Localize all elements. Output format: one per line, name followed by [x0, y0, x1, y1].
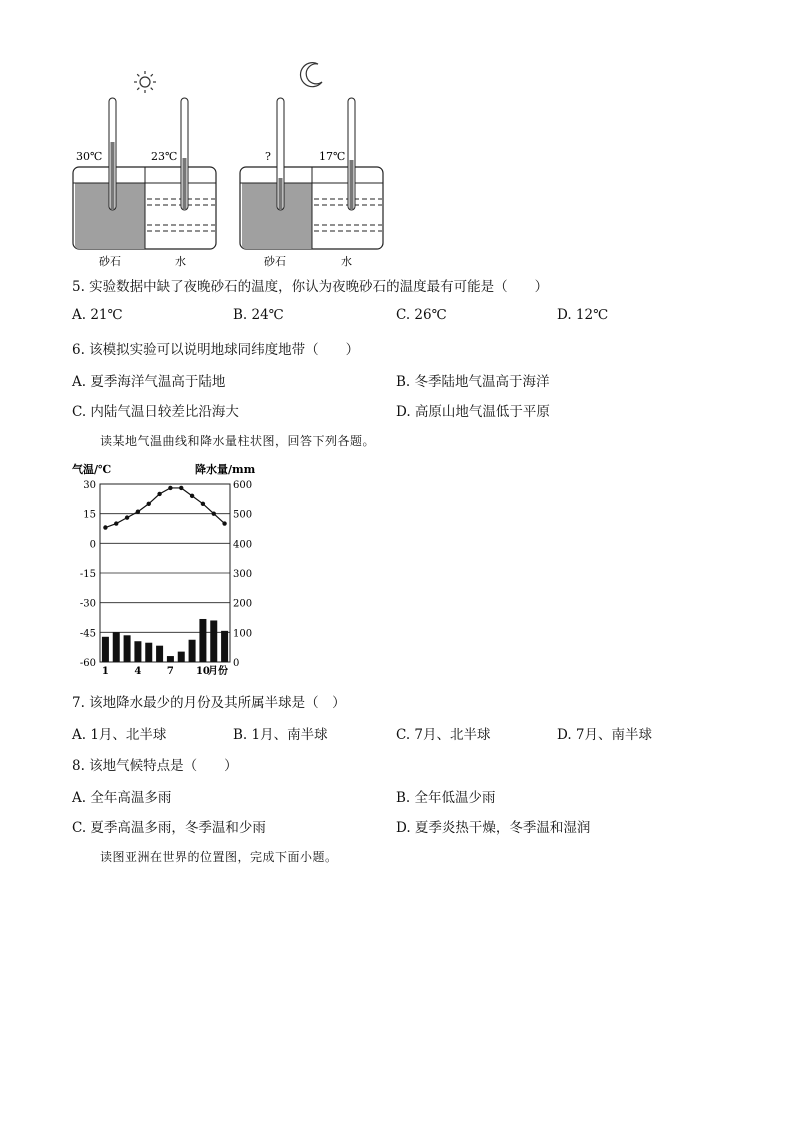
temp-tick-label: 15 [83, 509, 96, 521]
question-8: 8. 该地气候特点是（ ） [72, 758, 238, 774]
temp-point [222, 521, 226, 525]
temp-point [179, 486, 183, 490]
q8-option-a[interactable]: A. 全年高温多雨 [72, 790, 172, 806]
q6-option-a[interactable]: A. 夏季海洋气温高于陆地 [72, 374, 226, 390]
q6-option-c[interactable]: C. 内陆气温日较差比沿海大 [72, 404, 239, 420]
precip-tick-label: 0 [233, 658, 240, 669]
day-sand-temp: 30℃ [76, 150, 103, 163]
precip-bar [102, 637, 109, 662]
month-tick-label: 1 [101, 666, 109, 677]
precip-tick-label: 300 [233, 569, 253, 580]
month-tick-label: 4 [134, 666, 142, 677]
q8-option-d[interactable]: D. 夏季炎热干燥，冬季温和湿润 [396, 820, 591, 836]
precip-bar [134, 641, 141, 662]
experiment-figure [60, 60, 400, 275]
month-axis-unit: 月份 [208, 666, 228, 677]
precip-bar [113, 632, 120, 662]
day-container [73, 98, 216, 249]
temp-point [190, 494, 194, 498]
question-7: 7. 该地降水最少的月份及其所属半球是（ ） [72, 695, 346, 711]
temp-point [136, 509, 140, 513]
q6-option-b[interactable]: B. 冬季陆地气温高于海洋 [396, 374, 550, 390]
precip-bar [167, 656, 174, 662]
q7-option-b[interactable]: B. 1月、南半球 [233, 727, 328, 743]
day-water-label: 水 [175, 255, 186, 268]
precip-bar [145, 643, 152, 662]
q5-option-d[interactable]: D. 12℃ [557, 307, 609, 323]
temp-tick-label: -60 [79, 658, 96, 669]
temp-point [114, 521, 118, 525]
day-water-temp: 23℃ [151, 150, 178, 163]
precip-bar [189, 640, 196, 662]
temp-point [201, 502, 205, 506]
night-sand-temp: ? [265, 150, 271, 163]
month-tick-label: 7 [166, 666, 174, 677]
temp-point [157, 492, 161, 496]
temp-point [168, 486, 172, 490]
temp-point [125, 515, 129, 519]
night-water-temp: 17℃ [319, 150, 346, 163]
temp-tick-label: -45 [79, 628, 96, 640]
precip-tick-label: 500 [233, 509, 253, 521]
temp-point [147, 502, 151, 506]
precip-bar [178, 652, 185, 662]
intro-asia-map: 读图亚洲在世界的位置图，完成下面小题。 [100, 850, 338, 864]
precip-bar [124, 635, 131, 662]
temp-point [212, 511, 216, 515]
precip-bar [156, 646, 163, 662]
q8-option-c[interactable]: C. 夏季高温多雨，冬季温和少雨 [72, 820, 266, 836]
temp-point [103, 525, 107, 529]
night-water-label: 水 [341, 255, 352, 268]
intro-climate: 读某地气温曲线和降水量柱状图，回答下列各题。 [100, 434, 376, 448]
q5-option-c[interactable]: C. 26℃ [396, 307, 447, 323]
precip-bar [210, 620, 217, 662]
temp-axis-title: 气温/℃ [72, 463, 112, 476]
q7-option-a[interactable]: A. 1月、北半球 [72, 727, 167, 743]
night-sand-label: 砂石 [264, 255, 286, 268]
question-6: 6. 该模拟实验可以说明地球同纬度地带（ ） [72, 342, 360, 358]
temp-tick-label: 30 [83, 480, 96, 491]
precip-bar [199, 619, 206, 662]
month-tick-label: 10 [195, 666, 210, 677]
q7-option-d[interactable]: D. 7月、南半球 [557, 727, 653, 743]
precip-tick-label: 600 [233, 480, 253, 491]
q6-option-d[interactable]: D. 高原山地气温低于平原 [396, 404, 550, 420]
day-sand-label: 砂石 [99, 255, 121, 268]
sun-icon [134, 71, 156, 93]
precip-tick-label: 200 [233, 598, 253, 610]
precip-tick-label: 100 [233, 628, 253, 640]
q8-option-b[interactable]: B. 全年低温少雨 [396, 790, 496, 806]
precip-tick-label: 400 [233, 539, 253, 551]
temp-line [105, 488, 224, 528]
temp-tick-label: -15 [79, 569, 96, 580]
temp-tick-label: 0 [89, 539, 96, 551]
moon-icon [301, 63, 322, 87]
precip-bar [221, 631, 228, 662]
q7-option-c[interactable]: C. 7月、北半球 [396, 727, 491, 743]
night-container [240, 98, 383, 249]
q5-option-a[interactable]: A. 21℃ [72, 307, 123, 323]
question-5: 5. 实验数据中缺了夜晚砂石的温度，你认为夜晚砂石的温度最有可能是（ ） [72, 279, 549, 295]
precip-axis-title: 降水量/mm [195, 463, 256, 476]
temp-tick-label: -30 [79, 598, 96, 610]
q5-option-b[interactable]: B. 24℃ [233, 307, 284, 323]
climate-chart [70, 458, 280, 680]
